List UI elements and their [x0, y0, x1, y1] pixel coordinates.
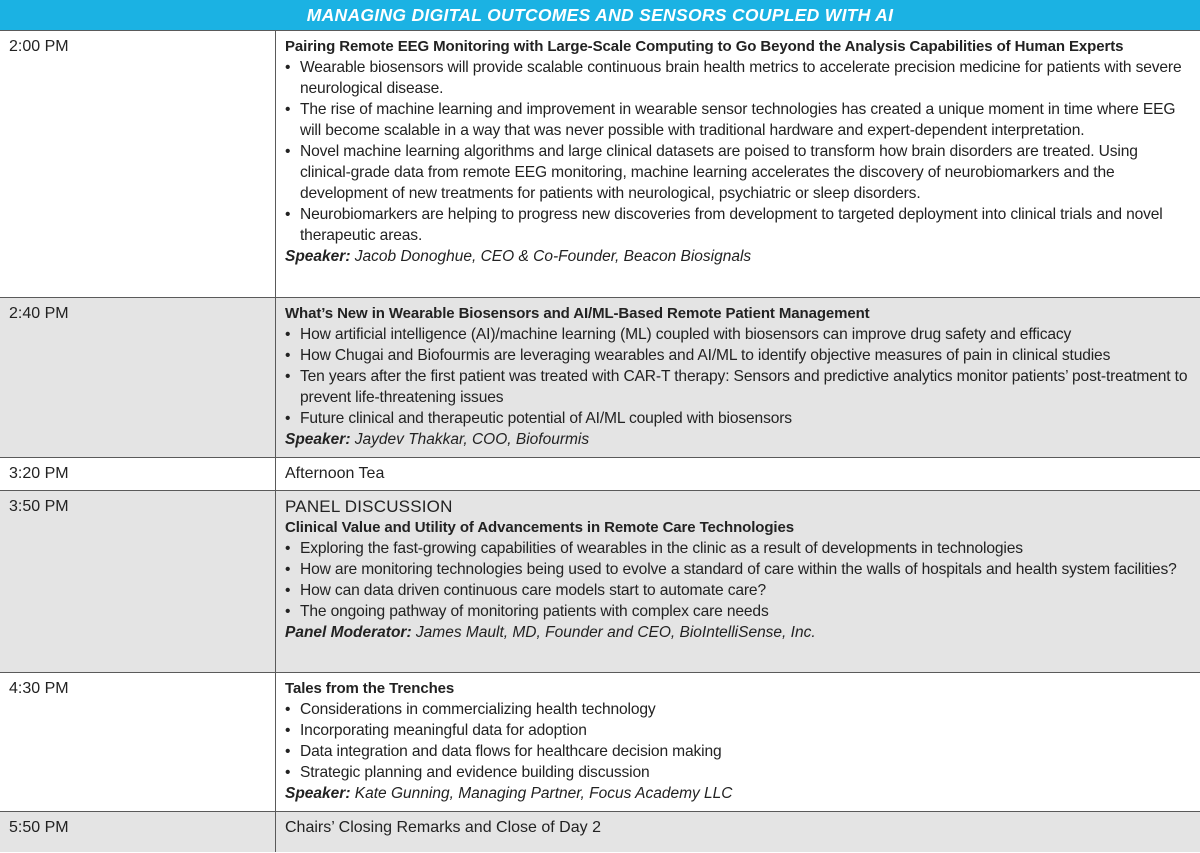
session-speaker: Speaker: Jacob Donoghue, CEO & Co-Founder, Beacon Biosignals: [285, 248, 752, 265]
session-content: [276, 31, 1200, 297]
session-bullet: • Wearable biosensors will provide scalable continuous brain health metrics to accelerate precision medicine for patients with severe neurological disease.: [285, 59, 1182, 97]
session-bullet: • Considerations in commercializing health technology: [285, 701, 656, 718]
track-banner: MANAGING DIGITAL OUTCOMES AND SENSORS COUPLED WITH AI: [0, 0, 1200, 31]
session-bullet: • The rise of machine learning and improvement in wearable sensor technologies has created a unique moment in time where EEG will become scalable in a way that was never possible with traditional hardware and expert-dependent interpretation.: [285, 101, 1176, 139]
session-bullet: • How are monitoring technologies being used to evolve a standard of care within the walls of hospitals and health system facilities?: [285, 561, 1177, 578]
agenda-row: [0, 458, 1200, 491]
session-bullet: • Future clinical and therapeutic potential of AI/ML coupled with biosensors: [285, 410, 792, 427]
session-bullet: • How artificial intelligence (AI)/machine learning (ML) coupled with biosensors can improve drug safety and efficacy: [285, 326, 1072, 343]
session-bullet: • Strategic planning and evidence building discussion: [285, 764, 650, 781]
session-bullet: • Neurobiomarkers are helping to progress new discoveries from development to targeted deployment into clinical trials and novel therapeutic areas.: [285, 206, 1163, 244]
bullet-icon: •: [285, 59, 291, 76]
session-speaker: Speaker: Kate Gunning, Managing Partner, Focus Academy LLC: [285, 785, 733, 802]
session-bullet: • Exploring the fast-growing capabilities of wearables in the clinic as a result of developments in technologies: [285, 540, 1023, 557]
session-time: 3:50 PM: [0, 491, 276, 672]
session-content: [276, 812, 1200, 852]
bullet-icon: •: [285, 561, 291, 578]
session-title: Tales from the Trenches: [285, 680, 455, 697]
bullet-icon: •: [285, 582, 291, 599]
session-time: 5:50 PM: [0, 812, 276, 852]
session-time: 2:00 PM: [0, 31, 276, 297]
agenda-row: [0, 31, 1200, 298]
session-bullet: • How can data driven continuous care models start to automate care?: [285, 582, 766, 599]
bullet-icon: •: [285, 764, 291, 781]
session-bullet: • The ongoing pathway of monitoring patients with complex care needs: [285, 603, 769, 620]
bullet-icon: •: [285, 326, 291, 343]
bullet-icon: •: [285, 743, 291, 760]
agenda-row: [0, 812, 1200, 852]
agenda-row: [0, 491, 1200, 673]
session-bullet: • How Chugai and Biofourmis are leveraging wearables and AI/ML to identify objective measures of pain in clinical studies: [285, 347, 1111, 364]
session-title: Clinical Value and Utility of Advancements in Remote Care Technologies: [285, 519, 794, 536]
bullet-icon: •: [285, 368, 291, 385]
session-bullet: • Incorporating meaningful data for adoption: [285, 722, 587, 739]
session-title: Pairing Remote EEG Monitoring with Large-Scale Computing to Go Beyond the Analysis Capabilities of Human Experts: [285, 38, 1124, 55]
session-time: 2:40 PM: [0, 298, 276, 457]
session-text: Afternoon Tea: [285, 465, 385, 482]
bullet-icon: •: [285, 101, 291, 118]
session-content: [276, 491, 1200, 672]
session-speaker: Speaker: Jaydev Thakkar, COO, Biofourmis: [285, 431, 590, 448]
panel-heading: PANEL DISCUSSION: [285, 497, 453, 516]
session-bullet: • Ten years after the first patient was treated with CAR-T therapy: Sensors and predictive analytics monitor patients’ post-treatment to prevent life-threatening issues: [285, 368, 1188, 406]
session-text: Chairs’ Closing Remarks and Close of Day 2: [285, 819, 601, 836]
session-title: What’s New in Wearable Biosensors and AI/ML-Based Remote Patient Management: [285, 305, 870, 322]
session-content: [276, 673, 1200, 811]
session-content: [276, 298, 1200, 457]
bullet-icon: •: [285, 410, 291, 427]
bullet-icon: •: [285, 206, 291, 223]
bullet-icon: •: [285, 540, 291, 557]
bullet-icon: •: [285, 603, 291, 620]
session-time: 3:20 PM: [0, 458, 276, 490]
session-time: 4:30 PM: [0, 673, 276, 811]
session-bullet: • Data integration and data flows for healthcare decision making: [285, 743, 722, 760]
agenda-row: [0, 673, 1200, 812]
session-speaker: Panel Moderator: James Mault, MD, Founder and CEO, BioIntelliSense, Inc.: [285, 624, 816, 641]
session-bullet: • Novel machine learning algorithms and large clinical datasets are poised to transform how brain disorders are treated. Using clinical-grade data from remote EEG monitoring, machine learning accelerates the discovery of neurobiomarkers and the development of new treatments for patients with neurological, psychiatric or sleep disorders.: [285, 143, 1138, 202]
bullet-icon: •: [285, 722, 291, 739]
agenda-row: [0, 298, 1200, 458]
session-content: [276, 458, 1200, 490]
bullet-icon: •: [285, 347, 291, 364]
bullet-icon: •: [285, 701, 291, 718]
bullet-icon: •: [285, 143, 291, 160]
